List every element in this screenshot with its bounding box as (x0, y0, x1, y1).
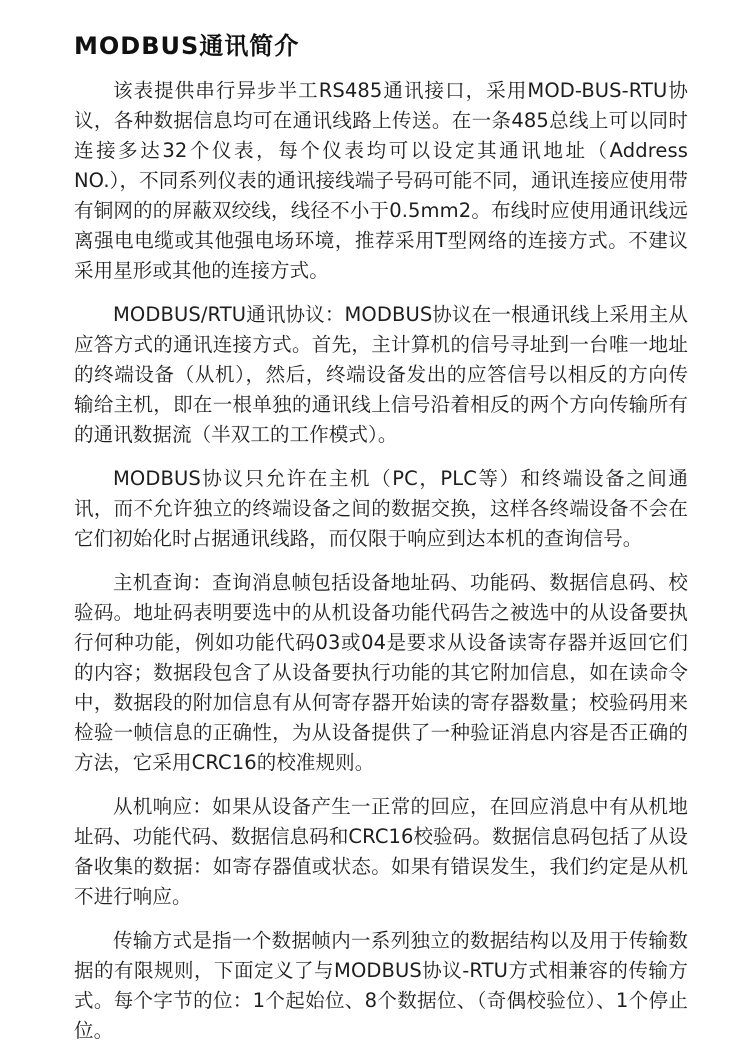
paragraph-interface-overview: 该表提供串行异步半工RS485通讯接口，采用MOD-BUS-RTU协议，各种数据信息均可在通讯线路上传送。在一条485总线上可以同时连接多达32个仪表，每个仪表均可以设定其通讯地址（Address NO.），不同系列仪表的通讯接线端子号码可能不同，通讯连接应使用带有铜网的的屏蔽双绞线，线径不小于0.5mm2。布线时应使用通讯线远离强电电缆或其他强电场环境，推荐采用T型网络的连接方式。不建议采用星形或其他的连接方式。 (74, 79, 688, 282)
paragraph-slave-response: 从机响应：如果从设备产生一正常的回应，在回应消息中有从机地址码、功能代码、数据信息码和CRC16校验码。数据信息码包括了从设备收集的数据：如寄存器值或状态。如果有错误发生，我们约定是从机不进行响应。 (74, 795, 688, 908)
page-title: MODBUS通讯简介 (74, 32, 300, 60)
paragraph-master-query: 主机查询：查询消息帧包括设备地址码、功能码、数据信息码、校验码。地址码表明要选中的从机设备功能代码告之被选中的从设备要执行何种功能，例如功能代码03或04是要求从设备读寄存器并返回它们的内容；数据段包含了从设备要执行功能的其它附加信息，如在读命令中，数据段的附加信息有从何寄存器开始读的寄存器数量；校验码用来检验一帧信息的正确性，为从设备提供了一种验证消息内容是否正确的方法，它采用CRC16的校准规则。 (74, 571, 688, 774)
paragraph-rtu-protocol: MODBUS/RTU通讯协议：MODBUS协议在一根通讯线上采用主从应答方式的通讯连接方式。首先，主计算机的信号寻址到一台唯一地址的终端设备（从机），然后，终端设备发出的应答信号以相反的方向传输给主机，即在一根单独的通讯线上信号沿着相反的两个方向传输所有的通讯数据流（半双工的工作模式）。 (74, 303, 688, 446)
paragraph-master-slave: MODBUS协议只允许在主机（PC，PLC等）和终端设备之间通讯，而不允许独立的终端设备之间的数据交换，这样各终端设备不会在它们初始化时占据通讯线路，而仅限于响应到达本机的查询信号。 (74, 467, 688, 550)
paragraph-transmission-mode: 传输方式是指一个数据帧内一系列独立的数据结构以及用于传输数据的有限规则，下面定义了与MODBUS协议-RTU方式相兼容的传输方式。每个字节的位：1个起始位、8个数据位、（奇偶校验位）、1个停止位。 (74, 929, 688, 1042)
